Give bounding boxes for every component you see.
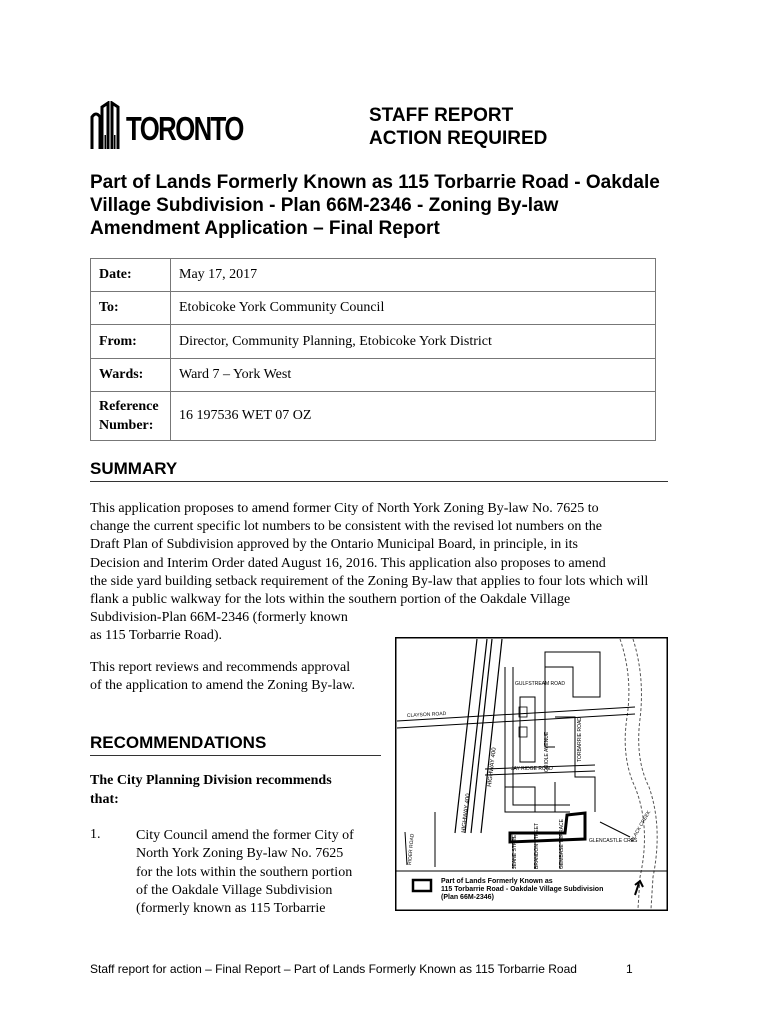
road-label-jay-ridge: JAY RIDGE ROAD [511, 766, 553, 772]
road-label-oriole: ORIOLE AVENUE [544, 731, 550, 772]
reference-value: 16 197536 WET 07 OZ [171, 392, 656, 441]
from-label: From: [91, 325, 171, 359]
legend-line-2: 115 Torbarrie Road - Oakdale Village Subdivision [441, 886, 604, 893]
road-label-glencastle: GLENCASTLE CRES [589, 838, 638, 844]
reference-label-line1: Reference [99, 399, 159, 414]
summary-heading: SUMMARY [90, 459, 178, 478]
legend-line-1: Part of Lands Formerly Known as [441, 878, 553, 885]
road-label-rider: RIDER ROAD [407, 833, 416, 866]
recommendations-intro: The City Planning Division recommends that: [90, 773, 332, 807]
logo-wordmark: TORONTO [126, 110, 243, 147]
reference-label [91, 392, 171, 441]
report-title: Part of Lands Formerly Known as 115 Torbarrie Road - Oakdale Village Subdivision - Plan 66M-2346 - Zoning By-law Amendment Application – Final Report [90, 172, 660, 239]
summary-rule [90, 481, 668, 482]
meta-row-from [91, 325, 656, 359]
report-meta-table [90, 258, 656, 441]
recommendations-heading: RECOMMENDATIONS [90, 733, 267, 752]
road-label-brandon: BRANDON STREET [534, 822, 540, 869]
summary-paragraph-2: This report reviews and recommends approval of the application to amend the Zoning By-law. [90, 660, 356, 694]
to-label: To: [91, 292, 171, 325]
road-label-highway-400-west: HIGHWAY 400 [461, 793, 472, 834]
summary-paragraph-1: This application proposes to amend former City of North York Zoning By-law No. 7625 to change the current specific lot numbers to be consistent with the revised lot numbers on the Draft Plan of Subdivision approved by the Ontario Municipal Board, in principle, in its Decision and Interim Order dated August 16, 2016. This application also proposes to amend the side yard building setback requirement of the Zoning By-law that applies to four lots which will flank a public walkway for the lots within the southern portion of the Oakdale Village Subdivision-Plan 66M-2346 (formerly known as 115 Torbarrie Road). [90, 501, 649, 644]
meta-row-date [91, 259, 656, 292]
to-value: Etobicoke York Community Council [171, 292, 656, 325]
footer-text: Staff report for action – Final Report – Part of Lands Formerly Known as 115 Torbarrie Road [90, 962, 577, 976]
location-map [395, 637, 668, 911]
meta-row-to [91, 292, 656, 325]
meta-row-wards [91, 359, 656, 392]
report-type-line1: STAFF REPORT [369, 105, 514, 126]
reference-label-line2: Number: [99, 418, 154, 433]
recommendation-text: City Council amend the former City of North York Zoning By-law No. 7625 for the lots within the southern portion of the Oakdale Village Subdivision (formerly known as 115 Torbarrie [136, 828, 354, 917]
map-frame [396, 638, 668, 911]
page-number: 1 [626, 962, 633, 976]
city-hall-icon [90, 101, 130, 151]
report-type [369, 104, 547, 150]
wards-label: Wards: [91, 359, 171, 392]
from-value: Director, Community Planning, Etobicoke York District [171, 325, 656, 359]
date-value: May 17, 2017 [171, 259, 656, 292]
date-label: Date: [91, 259, 171, 292]
toronto-logo [90, 101, 250, 151]
recommendations-rule [90, 755, 381, 756]
wards-value: Ward 7 – York West [171, 359, 656, 392]
road-label-highway-400-east: HIGHWAY 400 [487, 747, 498, 788]
report-type-line2: ACTION REQUIRED [369, 128, 548, 149]
legend-line-3: (Plan 66M-2346) [441, 894, 494, 901]
recommendation-number: 1. [90, 827, 101, 842]
meta-row-reference [91, 392, 656, 441]
road-label-black-creek: BLACK CREEK [629, 809, 653, 843]
road-label-jeane: JEANE STREET [512, 831, 518, 869]
road-label-torbarrie: TORBARRIE ROAD [577, 717, 583, 762]
road-label-gulfstream: GULFSTREAM ROAD [515, 681, 566, 687]
road-label-clayson: CLAYSON ROAD [406, 710, 447, 719]
road-label-gembase: GEMBASE TERRACE [559, 819, 565, 869]
